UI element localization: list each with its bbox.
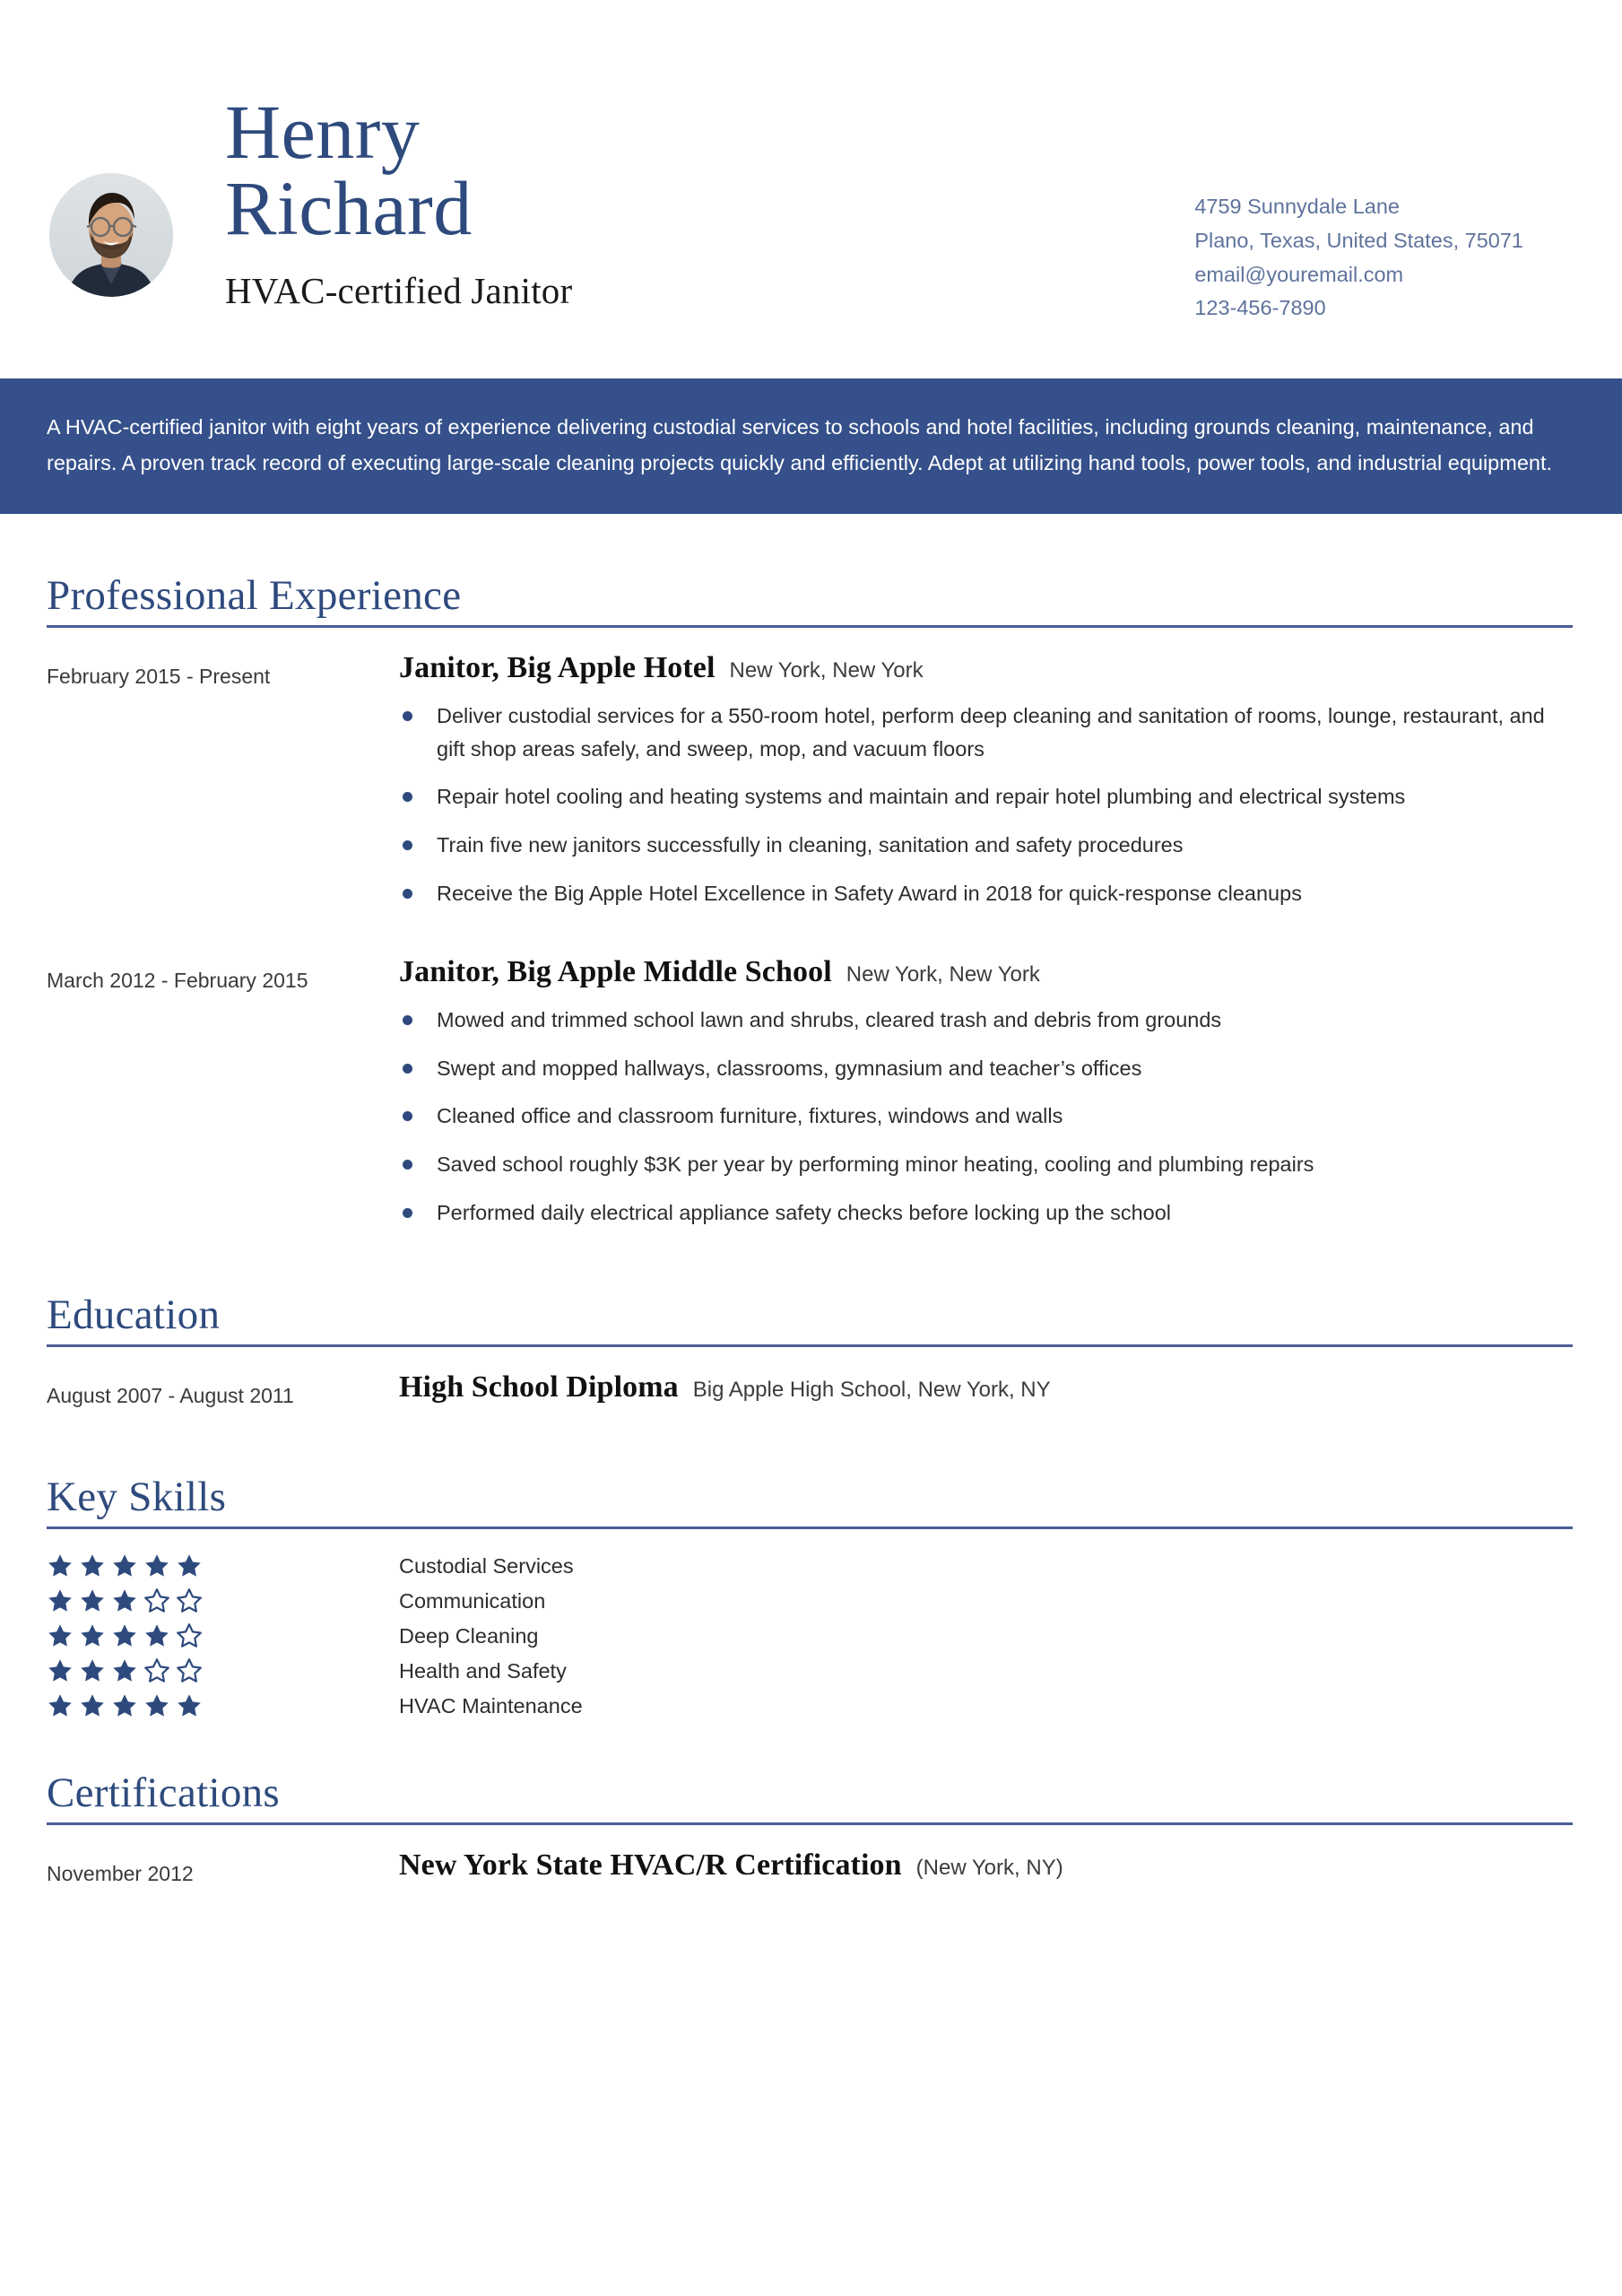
contact-info (1194, 191, 1523, 326)
section-divider (47, 1526, 1573, 1529)
entry-title: High School Diploma (399, 1370, 679, 1405)
star-filled-icon (111, 1622, 138, 1649)
entry-title-line (399, 1370, 1573, 1405)
entry-date: March 2012 - February 2015 (47, 969, 308, 993)
list-item: Mowed and trimmed school lawn and shrubs, cleared trash and debris from grounds (399, 1004, 1553, 1037)
entry-title: Janitor, Big Apple Middle School (399, 955, 832, 989)
entry-date: February 2015 - Present (47, 664, 271, 688)
section-divider (47, 1344, 1573, 1347)
skill-name: Health and Safety (399, 1658, 567, 1683)
entry-title-line (399, 955, 1573, 989)
avatar (49, 173, 173, 297)
star-filled-icon (143, 1552, 170, 1579)
certification-entry (47, 1848, 1573, 1888)
section-certifications (0, 1769, 1622, 1888)
experience-entry (47, 651, 1573, 925)
star-filled-icon (111, 1587, 138, 1614)
name-block (225, 89, 1194, 312)
skill-name: Communication (399, 1588, 546, 1613)
entry-body (399, 955, 1573, 1244)
star-filled-icon (176, 1552, 203, 1579)
star-filled-icon (79, 1552, 106, 1579)
skill-row (47, 1552, 1573, 1579)
contact-city-state-zip: Plano, Texas, United States, 75071 (1194, 228, 1523, 252)
resume-header (0, 0, 1622, 326)
list-item: Deliver custodial services for a 550-room hotel, perform deep cleaning and sanitation of rooms, lounge, restaurant, and gift shop areas safely, and sweep, mop, and vacuum floors (399, 700, 1553, 765)
star-empty-icon (143, 1657, 170, 1684)
star-filled-icon (176, 1692, 203, 1719)
list-item: Repair hotel cooling and heating systems and maintain and repair hotel plumbing and electrical systems (399, 780, 1553, 813)
section-heading-certifications: Certifications (47, 1770, 281, 1817)
star-filled-icon (47, 1692, 74, 1719)
skills-list (47, 1552, 1573, 1719)
skill-name: HVAC Maintenance (399, 1693, 583, 1718)
entry-location: New York, New York (846, 962, 1040, 987)
entry-date: November 2012 (47, 1862, 194, 1886)
star-filled-icon (47, 1552, 74, 1579)
star-filled-icon (111, 1692, 138, 1719)
contact-email[interactable]: email@youremail.com (1194, 262, 1404, 286)
skill-rating (47, 1552, 399, 1579)
section-education (0, 1291, 1622, 1410)
list-item: Performed daily electrical appliance safety checks before locking up the school (399, 1196, 1553, 1230)
star-empty-icon (143, 1587, 170, 1614)
section-heading-skills: Key Skills (47, 1474, 227, 1521)
star-filled-icon (79, 1622, 106, 1649)
skill-row (47, 1657, 1573, 1684)
section-divider (47, 625, 1573, 628)
star-filled-icon (47, 1657, 74, 1684)
skill-row (47, 1692, 1573, 1719)
star-filled-icon (79, 1692, 106, 1719)
entry-title-line (399, 651, 1573, 685)
star-filled-icon (143, 1692, 170, 1719)
star-filled-icon (47, 1622, 74, 1649)
last-name: Richard (225, 165, 473, 252)
section-divider (47, 1822, 1573, 1825)
entry-location: (New York, NY) (915, 1856, 1063, 1881)
entry-location: New York, New York (729, 657, 924, 683)
skill-rating (47, 1692, 399, 1719)
entry-title: New York State HVAC/R Certification (399, 1848, 902, 1883)
skill-name: Deep Cleaning (399, 1623, 539, 1648)
entry-body (399, 651, 1573, 925)
first-name: Henry (225, 89, 421, 175)
entry-bullet-list (399, 700, 1573, 909)
skill-name: Custodial Services (399, 1553, 574, 1578)
section-experience (0, 571, 1622, 1245)
entry-date: August 2007 - August 2011 (47, 1384, 294, 1408)
list-item: Train five new janitors successfully in cleaning, sanitation and safety procedures (399, 829, 1553, 862)
section-heading-experience: Professional Experience (47, 571, 462, 619)
profile-photo-illustration (49, 173, 173, 297)
page-title (225, 89, 611, 252)
contact-street: 4759 Sunnydale Lane (1194, 195, 1401, 218)
entry-title: Janitor, Big Apple Hotel (399, 650, 716, 684)
star-filled-icon (143, 1622, 170, 1649)
star-empty-icon (176, 1622, 203, 1649)
section-skills (0, 1473, 1622, 1719)
entry-location: Big Apple High School, New York, NY (692, 1378, 1051, 1403)
list-item: Saved school roughly $3K per year by performing minor heating, cooling and plumbing repairs (399, 1148, 1553, 1181)
star-filled-icon (47, 1587, 74, 1614)
experience-entry (47, 955, 1573, 1244)
job-title: HVAC-certified Janitor (225, 270, 573, 312)
entry-bullet-list (399, 1004, 1573, 1229)
list-item: Swept and mopped hallways, classrooms, gymnasium and teacher’s offices (399, 1052, 1553, 1085)
star-empty-icon (176, 1587, 203, 1614)
skill-rating (47, 1657, 399, 1684)
star-filled-icon (79, 1587, 106, 1614)
skill-rating (47, 1622, 399, 1649)
star-filled-icon (79, 1657, 106, 1684)
skill-row (47, 1622, 1573, 1649)
entry-title-line (399, 1848, 1573, 1883)
star-empty-icon (176, 1657, 203, 1684)
professional-summary: A HVAC-certified janitor with eight years of experience delivering custodial services to schools and hotel facilities, including grounds cleaning, maintenance, and repairs. A proven track record of executing large-scale cleaning projects quickly and efficiently. Adept at utilizing hand tools, power tools, and industrial equipment. (0, 378, 1622, 514)
entry-body (399, 1848, 1573, 1883)
profile-photo (49, 173, 173, 297)
contact-phone[interactable]: 123-456-7890 (1194, 296, 1326, 320)
list-item: Receive the Big Apple Hotel Excellence in Safety Award in 2018 for quick-response cleanups (399, 877, 1553, 910)
list-item: Cleaned office and classroom furniture, fixtures, windows and walls (399, 1100, 1553, 1133)
skill-rating (47, 1587, 399, 1614)
section-heading-education: Education (47, 1292, 221, 1339)
education-entry (47, 1370, 1573, 1410)
star-filled-icon (111, 1657, 138, 1684)
star-filled-icon (111, 1552, 138, 1579)
skill-row (47, 1587, 1573, 1614)
entry-body (399, 1370, 1573, 1405)
